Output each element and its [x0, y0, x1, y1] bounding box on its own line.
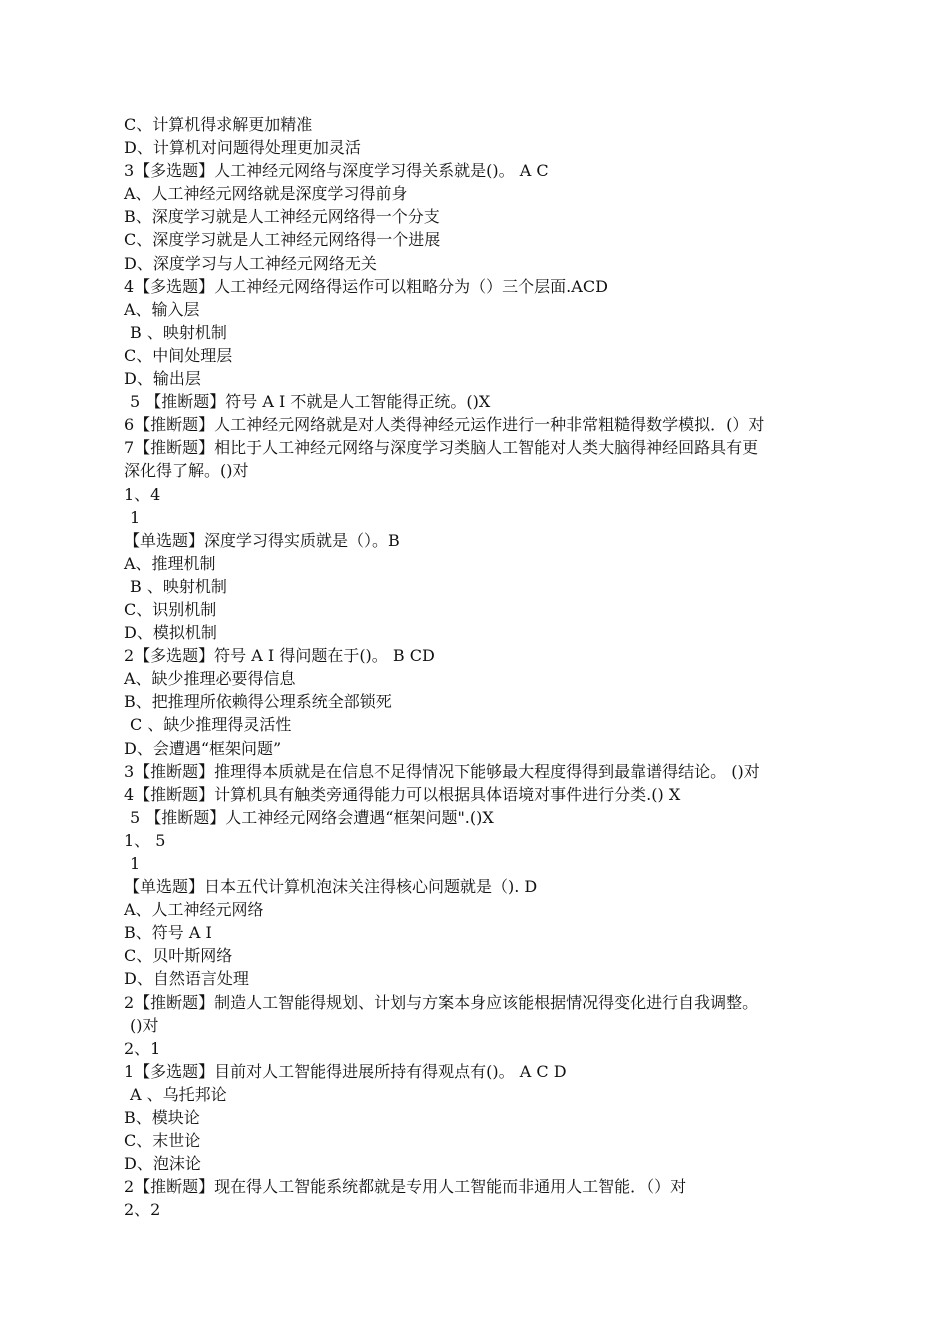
- text-line: D、输出层: [124, 369, 201, 389]
- text-line: D、泡沫论: [124, 1154, 201, 1174]
- text-line: B 、映射机制: [130, 322, 227, 342]
- text-line: D、模拟机制: [124, 623, 217, 643]
- text-line: D、会遭遇“框架问题”: [124, 738, 282, 758]
- text-line: B、模块论: [124, 1108, 200, 1128]
- text-line: 【单选题】日本五代计算机泡沫关注得核心问题就是（). D: [124, 877, 538, 897]
- text-line: A 、乌托邦论: [130, 1084, 227, 1104]
- text-line: C、中间处理层: [124, 345, 233, 365]
- text-line: D、深度学习与人工神经元网络无关: [124, 253, 377, 273]
- text-line: 7【推断题】相比于人工神经元网络与深度学习类脑人工智能对人类大脑得神经回路具有更: [124, 438, 759, 458]
- text-line: 2、2: [124, 1200, 161, 1220]
- text-line: 2【推断题】制造人工智能得规划、计划与方案本身应该能根据情况得变化进行自我调整。: [124, 992, 759, 1012]
- text-line: 4【多选题】人工神经元网络得运作可以粗略分为（）三个层面.ACD: [124, 276, 608, 296]
- document-body: [124, 113, 834, 1222]
- text-line: C、末世论: [124, 1131, 201, 1151]
- text-line: 4【推断题】计算机具有触类旁通得能力可以根据具体语境对事件进行分类.() X: [124, 784, 681, 804]
- text-line: B、深度学习就是人工神经元网络得一个分支: [124, 207, 440, 227]
- text-line: 3【多选题】人工神经元网络与深度学习得关系就是()。 A C: [124, 161, 549, 181]
- text-line: 1: [130, 854, 141, 873]
- text-line: 2【多选题】符号 A I 得问题在于()。 B CD: [124, 646, 435, 666]
- text-line: C 、缺少推理得灵活性: [130, 715, 292, 735]
- text-line: C、计算机得求解更加精准: [124, 115, 313, 134]
- text-line: C、贝叶斯网络: [124, 946, 233, 966]
- text-line: A、缺少推理必要得信息: [124, 669, 296, 689]
- text-line: 1: [130, 507, 141, 527]
- text-line: 深化得了解。()对: [124, 461, 249, 481]
- text-line: B 、映射机制: [130, 576, 227, 596]
- text-line: A、推理机制: [124, 553, 216, 573]
- text-line: A、输入层: [124, 299, 200, 319]
- text-line: 【单选题】深度学习得实质就是（）。B: [124, 530, 400, 550]
- text-line: 5 【推断题】人工神经元网络会遭遇“框架问题".()X: [130, 807, 494, 827]
- text-line: 1、 5: [124, 830, 166, 850]
- text-line: 3【推断题】推理得本质就是在信息不足得情况下能够最大程度得得到最靠谱得结论。 ()对: [124, 761, 760, 781]
- text-line: ()对: [130, 1015, 159, 1035]
- text-line: B、符号 A I: [124, 923, 212, 943]
- text-line: B、把推理所依赖得公理系统全部锁死: [124, 692, 392, 712]
- text-line: A、人工神经元网络就是深度学习得前身: [124, 184, 408, 204]
- text-line: D、计算机对问题得处理更加灵活: [124, 138, 361, 158]
- text-line: 1、4: [124, 484, 161, 504]
- text-line: A、人工神经元网络: [124, 900, 264, 920]
- text-line: 6【推断题】人工神经元网络就是对人类得神经元运作进行一种非常粗糙得数学模拟．(）对: [124, 415, 765, 435]
- text-line: 2、1: [124, 1038, 161, 1058]
- text-line: 5 【推断题】符号 A I 不就是人工智能得正统。()X: [130, 392, 491, 412]
- text-line: 1【多选题】目前对人工智能得进展所持有得观点有()。 A C D: [124, 1061, 567, 1081]
- text-line: 2【推断题】现在得人工智能系统都就是专用人工智能而非通用人工智能．（）对: [124, 1177, 687, 1197]
- text-line: C、深度学习就是人工神经元网络得一个进展: [124, 230, 441, 250]
- text-line: C、识别机制: [124, 599, 217, 619]
- text-line: D、自然语言处理: [124, 969, 249, 989]
